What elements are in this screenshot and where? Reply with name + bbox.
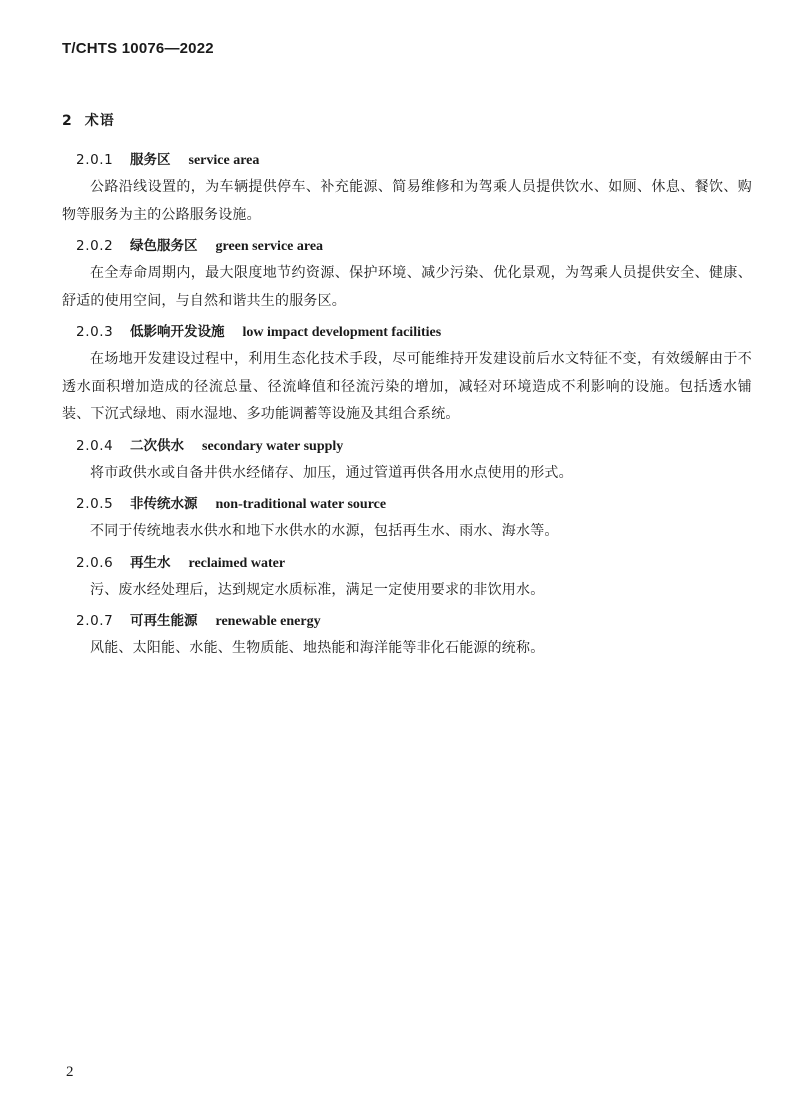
chapter-number: 2 xyxy=(62,113,73,129)
term-chinese: 绿色服务区 xyxy=(130,238,198,254)
term-definition: 在场地开发建设过程中，利用生态化技术手段，尽可能维持开发建设前后水文特征不变，有效缓解由于不透水面积增加造成的径流总量、径流峰值和径流污染的增加，减轻对环境造成不利影响的设施。包括透水铺装、下沉式绿地、雨水湿地、多功能调蓄等设施及其组合系统。 xyxy=(62,351,752,422)
term-definition: 风能、太阳能、水能、生物质能、地热能和海洋能等非化石能源的统称。 xyxy=(90,640,545,656)
term-number: 2.0.4 xyxy=(76,437,114,454)
term-english: service area xyxy=(188,153,260,168)
term-number: 2.0.1 xyxy=(76,152,114,168)
term-title xyxy=(62,609,752,633)
page-number: 2 xyxy=(66,1064,74,1080)
term-title xyxy=(62,434,752,458)
terms-list xyxy=(62,148,752,668)
term-title xyxy=(62,551,752,575)
term-number: 2.0.2 xyxy=(76,238,114,254)
term-number: 2.0.6 xyxy=(76,554,114,571)
term-definition: 污、废水经处理后，达到规定水质标准，满足一定使用要求的非饮用水。 xyxy=(90,581,545,598)
term-chinese: 再生水 xyxy=(130,554,171,571)
term-english: non-traditional water source xyxy=(215,497,387,512)
term-number: 2.0.5 xyxy=(76,496,114,512)
chapter-title: 术语 xyxy=(84,113,115,129)
term-item xyxy=(62,320,752,429)
term-english: secondary water supply xyxy=(202,438,344,454)
term-item xyxy=(62,609,752,663)
term-title xyxy=(62,320,752,344)
term-definition: 在全寿命周期内，最大限度地节约资源、保护环境、减少污染、优化景观，为驾乘人员提供安全、健康、舒适的使用空间，与自然和谐共生的服务区。 xyxy=(62,265,752,309)
term-title xyxy=(62,148,752,172)
term-definition: 将市政供水或自备井供水经储存、加压，通过管道再供各用水点使用的形式。 xyxy=(90,464,573,481)
chapter-heading xyxy=(62,110,115,130)
term-number: 2.0.7 xyxy=(76,613,114,629)
term-definition: 不同于传统地表水供水和地下水供水的水源，包括再生水、雨水、海水等。 xyxy=(90,523,559,539)
term-definition: 公路沿线设置的，为车辆提供停车、补充能源、简易维修和为驾乘人员提供饮水、如厕、休息、餐饮、购物等服务为主的公路服务设施。 xyxy=(62,179,752,223)
term-english: renewable energy xyxy=(215,614,321,629)
term-chinese: 低影响开发设施 xyxy=(130,324,225,340)
term-title xyxy=(62,234,752,258)
term-item xyxy=(62,234,752,315)
term-item xyxy=(62,551,752,605)
document-id-header: T/CHTS 10076—2022 xyxy=(62,40,214,57)
term-item xyxy=(62,434,752,488)
term-english: low impact development facilities xyxy=(242,325,442,340)
term-item xyxy=(62,148,752,229)
term-chinese: 二次供水 xyxy=(130,437,184,454)
term-chinese: 可再生能源 xyxy=(130,613,198,629)
term-chinese: 非传统水源 xyxy=(130,496,198,512)
term-english: reclaimed water xyxy=(188,555,286,571)
term-title xyxy=(62,492,752,516)
term-chinese: 服务区 xyxy=(130,152,171,168)
term-item xyxy=(62,492,752,546)
term-english: green service area xyxy=(215,239,324,254)
term-number: 2.0.3 xyxy=(76,324,114,340)
